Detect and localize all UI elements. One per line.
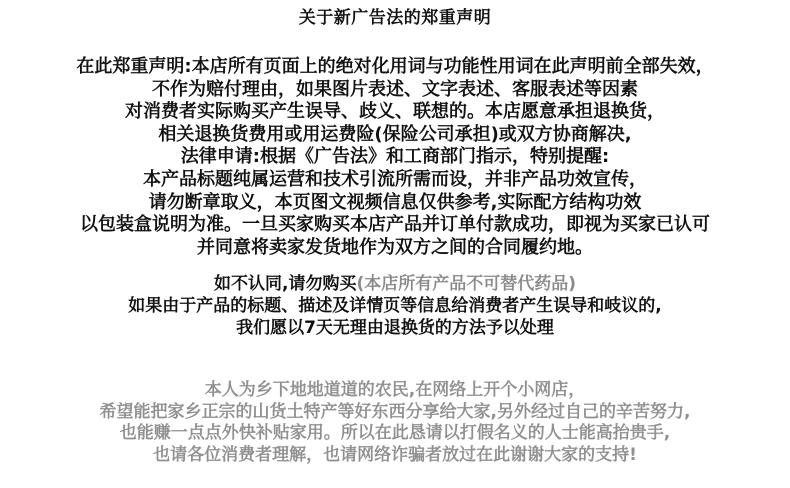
statement-block (0, 56, 790, 259)
statement-line: 在此郑重声明:本店所有页面上的绝对化用词与功能性用词在此声明前全部失效， (76, 56, 714, 77)
refund-note: (本店所有产品不可替代药品) (356, 274, 576, 294)
statement-line: 不作为赔付理由，如果图片表述、文字表述、客服表述等因素 (152, 78, 638, 100)
plea-block (0, 380, 790, 466)
statement-line: 对消费者实际购买产生误导、歧义、联想的。本店愿意承担退换货， (125, 101, 665, 123)
plea-line: 希望能把家乡正宗的山货土特产等好东西分享给大家,另外经过自己的辛苦努力, (99, 401, 691, 422)
refund-block (0, 273, 790, 339)
statement-line: 并同意将卖家发货地作为双方之间的合同履约地。 (197, 236, 593, 258)
plea-line: 也请各位消费者理解，也请网络诈骗者放过在此谢谢大家的支持! (153, 444, 637, 465)
statement-line: 请勿断章取义，本页图文视频信息仅供参考,实际配方结构功效 (148, 191, 642, 213)
refund-line (0, 273, 790, 295)
page-title: 关于新广告法的郑重声明 (298, 8, 492, 28)
refund-line: 如果由于产品的标题、描述及详情页等信息给消费者产生误导和岐议的, (128, 296, 662, 316)
statement-line: 以包装盒说明为准。一旦买家购买本店产品并订单付款成功，即视为买家已认可 (80, 214, 710, 236)
statement-line: 相关退换货费用或用运费险(保险公司承担)或双方协商解决, (158, 123, 632, 145)
refund-warning: 如不认同,请勿购买 (213, 274, 357, 294)
statement-line: 本产品标题纯属运营和技术引流所需而设，并非产品功效宣传， (143, 168, 647, 190)
refund-line: 我们愿以7天无理由退换货的方法予以处理 (236, 318, 554, 338)
plea-line: 本人为乡下地地道道的农民,在网络上开个小网店， (204, 380, 586, 400)
statement-line: 法律申请:根据《广告法》和工商部门指示，特别提醒: (180, 146, 610, 168)
plea-line: 也能赚一点点外快补贴家用。所以在此恳请以打假名义的人士能高抬贵手, (119, 423, 671, 443)
